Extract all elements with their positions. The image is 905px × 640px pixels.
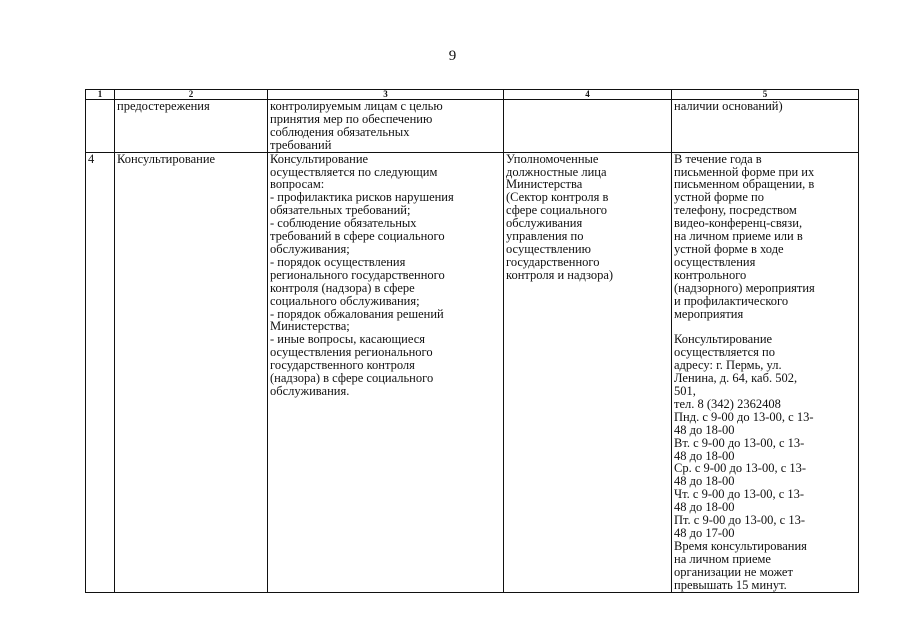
text-line: требований в сфере социального bbox=[270, 229, 445, 244]
cell-timing bbox=[672, 152, 859, 592]
measures-table bbox=[85, 89, 859, 593]
text-line: Консультирование bbox=[270, 151, 369, 166]
text-line: Время консультирования bbox=[674, 538, 807, 553]
text-line: 48 до 18-00 bbox=[674, 474, 735, 489]
column-header-5: 5 bbox=[672, 90, 859, 100]
text-line: требований bbox=[270, 137, 332, 152]
text-line: контроля и надзора) bbox=[506, 267, 614, 282]
text-line: обслуживания. bbox=[270, 383, 350, 398]
text-line: Министерства bbox=[506, 177, 583, 192]
text-line: управления по bbox=[506, 229, 584, 244]
text-line: на личном приеме или в bbox=[674, 229, 803, 244]
text-line: обслуживания; bbox=[270, 241, 350, 256]
text-line: государственного контроля bbox=[270, 358, 415, 373]
text-line: 48 до 18-00 bbox=[674, 500, 735, 515]
text-line: адресу: г. Пермь, ул. bbox=[674, 358, 782, 373]
cell-number bbox=[86, 100, 115, 153]
text-line: социального обслуживания; bbox=[270, 293, 420, 308]
text-line: письменной форме при их bbox=[674, 164, 815, 179]
text-line: (надзорного) мероприятия bbox=[674, 280, 815, 295]
text-line: контроля (надзора) в сфере bbox=[270, 280, 415, 295]
text-line: осуществляется по следующим bbox=[270, 164, 438, 179]
text-line: контрольного bbox=[674, 267, 747, 282]
cell-measure-name: Консультирование bbox=[115, 152, 268, 592]
text-line: контролируемым лицам с целью bbox=[270, 99, 443, 113]
text-line: (надзора) в сфере социального bbox=[270, 371, 434, 386]
timing-description bbox=[674, 153, 856, 321]
text-line: - порядок обжалования решений bbox=[270, 306, 444, 321]
text-line: Пт. с 9-00 до 13-00, с 13- bbox=[674, 513, 805, 528]
cell-measure-name bbox=[115, 100, 268, 153]
text-line: телефону, посредством bbox=[674, 203, 797, 218]
text-line: письменном обращении, в bbox=[674, 177, 815, 192]
text-line: регионального государственного bbox=[270, 267, 445, 282]
column-header-2: 2 bbox=[115, 90, 268, 100]
table-row-continuation bbox=[86, 100, 859, 153]
text-line: сфере социального bbox=[506, 203, 608, 218]
text-line: Ср. с 9-00 до 13-00, с 13- bbox=[674, 461, 807, 476]
text-line: предостережения bbox=[117, 99, 210, 113]
text-line: 48 до 18-00 bbox=[674, 448, 735, 463]
column-header-1: 1 bbox=[86, 90, 115, 100]
text-line: соблюдения обязательных bbox=[270, 124, 410, 139]
text-line: В течение года в bbox=[674, 151, 762, 166]
text-line: осуществляется по bbox=[674, 345, 775, 360]
cell-timing bbox=[672, 100, 859, 153]
text-line: Министерства; bbox=[270, 319, 350, 334]
table-row-4 bbox=[86, 152, 859, 592]
cell-responsible bbox=[504, 100, 672, 153]
text-line: наличии оснований) bbox=[674, 99, 783, 113]
text-line: (Сектор контроля в bbox=[506, 190, 609, 205]
text-line: - порядок осуществления bbox=[270, 254, 406, 269]
text-line: и профилактического bbox=[674, 293, 789, 308]
column-header-3: 3 bbox=[268, 90, 504, 100]
text-line: вопросам: bbox=[270, 177, 325, 192]
column-header-4: 4 bbox=[504, 90, 672, 100]
cell-responsible bbox=[504, 152, 672, 592]
consultation-address-schedule bbox=[674, 333, 856, 591]
text-line: - иные вопросы, касающиеся bbox=[270, 332, 425, 347]
text-line: государственного bbox=[506, 254, 600, 269]
cell-measure-content bbox=[268, 152, 504, 592]
cell-number: 4 bbox=[86, 152, 115, 592]
page-number: 9 bbox=[448, 48, 457, 64]
text-line: осуществлению bbox=[506, 241, 591, 256]
text-line: Уполномоченные bbox=[506, 151, 599, 166]
text-line: Вт. с 9-00 до 13-00, с 13- bbox=[674, 435, 805, 450]
text-line: устной форме по bbox=[674, 190, 764, 205]
cell-measure-content bbox=[268, 100, 504, 153]
text-line: обслуживания bbox=[506, 216, 583, 231]
text-line: превышать 15 минут. bbox=[674, 577, 787, 592]
text-line: мероприятия bbox=[674, 306, 744, 321]
text-line: осуществления регионального bbox=[270, 345, 433, 360]
text-line: должностные лица bbox=[506, 164, 607, 179]
text-line: устной форме в ходе bbox=[674, 241, 784, 256]
text-line: Чт. с 9-00 до 13-00, с 13- bbox=[674, 487, 805, 502]
header-row bbox=[86, 90, 859, 100]
text-line: принятия мер по обеспечению bbox=[270, 111, 433, 126]
text-line: Пнд. с 9-00 до 13-00, с 13- bbox=[674, 409, 814, 424]
text-line: - соблюдение обязательных bbox=[270, 216, 417, 231]
text-line: Консультирование bbox=[674, 332, 773, 347]
text-line: видео-конференц-связи, bbox=[674, 216, 803, 231]
text-line: Ленина, д. 64, каб. 502, bbox=[674, 371, 798, 386]
text-line: тел. 8 (342) 2362408 bbox=[674, 396, 781, 411]
text-line: 48 до 17-00 bbox=[674, 526, 735, 540]
text-line: организации не может bbox=[674, 564, 793, 579]
text-line: - профилактика рисков нарушения bbox=[270, 190, 454, 205]
text-line: 48 до 18-00 bbox=[674, 422, 735, 437]
text-line: 501, bbox=[674, 384, 696, 399]
text-line: обязательных требований; bbox=[270, 203, 411, 218]
text-line: на личном приеме bbox=[674, 551, 771, 566]
text-line: осуществления bbox=[674, 254, 756, 269]
